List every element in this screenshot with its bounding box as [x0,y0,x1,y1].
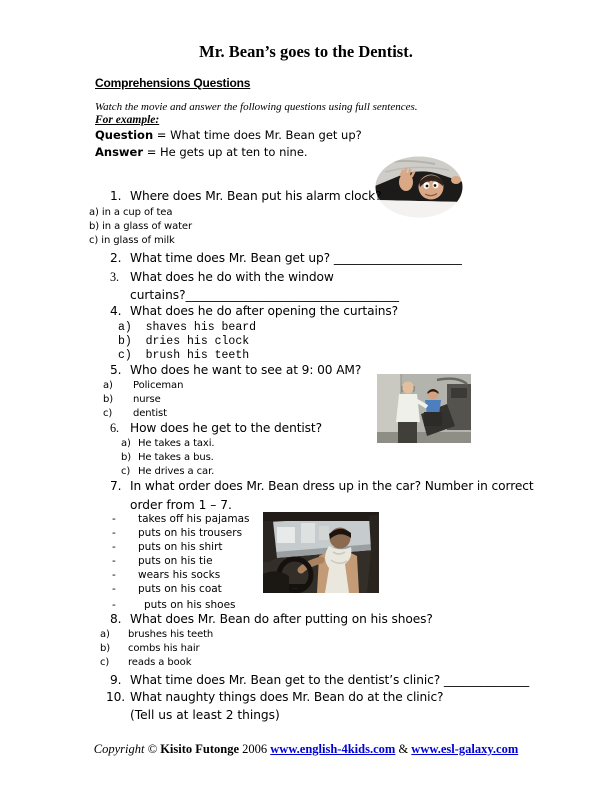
dash-bullet: - [112,599,116,611]
instructions-text: Watch the movie and answer the following questions using full sentences. [95,101,418,113]
question-2 [110,251,462,265]
question-9-answer-blank: ______________ [443,673,530,687]
question-3-line2 [130,288,399,302]
question-7-text-line1: In what order does Mr. Bean dress up in the car? Number in correct [130,479,534,493]
question-5-number: 5. [110,363,122,377]
question-8-option-c [100,657,191,668]
question-3-text-line2: curtains? [130,288,186,302]
page-title: Mr. Bean’s goes to the Dentist. [199,42,413,61]
question-6-option-c [121,466,214,477]
question-1-text: Where does Mr. Bean put his alarm clock? [130,189,382,203]
option-b-label: b) [121,452,132,463]
option-a-label: a) [121,438,131,449]
question-6-option-a [121,438,215,449]
dash-bullet: - [112,555,116,567]
dress-order-item-text: puts on his shirt [138,541,223,553]
link-english-4kids[interactable]: www.english-4kids.com [270,742,396,756]
dash-bullet: - [112,583,116,595]
question-1-option-a: a) in a cup of tea [89,207,173,218]
option-a-text: brushes his teeth [128,629,214,640]
dress-order-item [112,569,220,581]
option-c-label: c) [121,466,131,477]
question-3-answer-blank: ___________________________________ [185,288,399,302]
question-1-option-b: b) in a glass of water [89,221,192,232]
question-2-answer-blank: _____________________ [333,251,462,265]
question-8-option-a [100,629,213,640]
mr-bean-peeking-illustration [375,156,463,218]
option-c-label: c) [103,408,113,419]
dress-order-item [112,541,223,553]
dentist-scene-illustration [377,374,471,443]
question-6-option-b [121,452,214,463]
option-a-text: He takes a taxi. [138,438,215,449]
copyright-year: 2006 [242,742,268,756]
dress-order-item [112,583,222,595]
question-10-text-line1: What naughty things does Mr. Bean do at the clinic? [130,690,444,704]
option-c-label: c) [100,657,110,668]
question-4-option-c: c) brush his teeth [118,349,250,362]
example-label: For example: [95,114,160,126]
dress-order-item-text: takes off his pajamas [138,513,250,525]
dress-order-item-text: puts on his shoes [144,599,236,611]
option-b-text: combs his hair [128,643,200,654]
question-9 [110,673,529,687]
question-10-text-line2: (Tell us at least 2 things) [130,708,280,722]
option-c-text: He drives a car. [138,466,215,477]
question-6-text: How does he get to the dentist? [130,421,322,435]
option-a-label: a) [100,629,110,640]
question-4-number: 4. [110,304,122,318]
option-b-text: He takes a bus. [138,452,214,463]
question-10-number: 10. [106,690,126,704]
dress-order-item [112,513,250,525]
mr-bean-peeking-photo [375,156,463,218]
example-answer-word: Answer [95,145,144,159]
ampersand: & [398,742,409,756]
dash-bullet: - [112,527,116,539]
option-b-label: b) [100,643,111,654]
option-b-label: b) [103,394,114,405]
question-4-text: What does he do after opening the curtains? [130,304,399,318]
question-1-number: 1. [110,189,122,203]
dress-order-item [112,599,236,611]
dash-bullet: - [112,541,116,553]
copyright-footer [0,742,612,757]
dress-order-item-text: wears his socks [138,569,221,581]
section-heading: Comprehensions Questions [95,76,251,90]
question-8 [110,612,433,626]
question-5-option-b [103,394,161,405]
dress-order-item-text: puts on his coat [138,583,222,595]
example-answer-line [95,145,308,159]
question-9-text: What time does Mr. Bean get to the dentist’s clinic? [130,673,441,687]
dress-order-item-text: puts on his tie [138,555,213,567]
question-4-option-a: a) shaves his beard [118,321,257,334]
dress-order-item [112,527,242,539]
dash-bullet: - [112,513,116,525]
option-a-label: a) [103,380,113,391]
link-esl-galaxy[interactable]: www.esl-galaxy.com [411,742,519,756]
copyright-word: Copyright © [93,742,158,756]
question-7-number: 7. [110,479,122,493]
option-b-text: nurse [133,394,161,405]
question-2-number: 2. [110,251,122,265]
question-7-line2: order from 1 – 7. [130,498,232,512]
question-7 [110,479,534,493]
dentist-scene-photo [377,374,471,443]
example-answer-text: = He gets up at ten to nine. [146,145,308,159]
question-3-number: 3. [110,270,119,284]
question-3 [110,270,334,285]
question-4-option-b: b) dries his clock [118,335,250,348]
question-6-number: 6. [110,421,119,435]
question-1-option-c: c) in glass of milk [89,235,175,246]
question-8-number: 8. [110,612,122,626]
example-question-text: = What time does Mr. Bean get up? [156,128,362,142]
car-scene-illustration [263,512,379,593]
question-8-text: What does Mr. Bean do after putting on his shoes? [130,612,433,626]
author-name: Kisito Futonge [160,742,240,756]
option-c-text: dentist [133,408,167,419]
example-question-word: Question [95,128,154,142]
question-4 [110,304,398,318]
option-c-text: reads a book [128,657,192,668]
question-5-text: Who does he want to see at 9: 00 AM? [130,363,362,377]
option-a-text: Policeman [133,380,184,391]
dress-order-item-text: puts on his trousers [138,527,243,539]
dash-bullet: - [112,569,116,581]
question-10 [106,690,443,704]
car-scene-photo [263,512,379,593]
question-5-option-c [103,408,167,419]
question-6 [110,421,322,436]
example-question-line [95,128,362,142]
question-1 [110,189,381,203]
question-3-text-line1: What does he do with the window [130,270,334,284]
question-5-option-a [103,380,183,391]
dress-order-item [112,555,213,567]
question-9-number: 9. [110,673,122,687]
question-2-text: What time does Mr. Bean get up? [130,251,331,265]
question-8-option-b [100,643,200,654]
question-5 [110,363,361,377]
